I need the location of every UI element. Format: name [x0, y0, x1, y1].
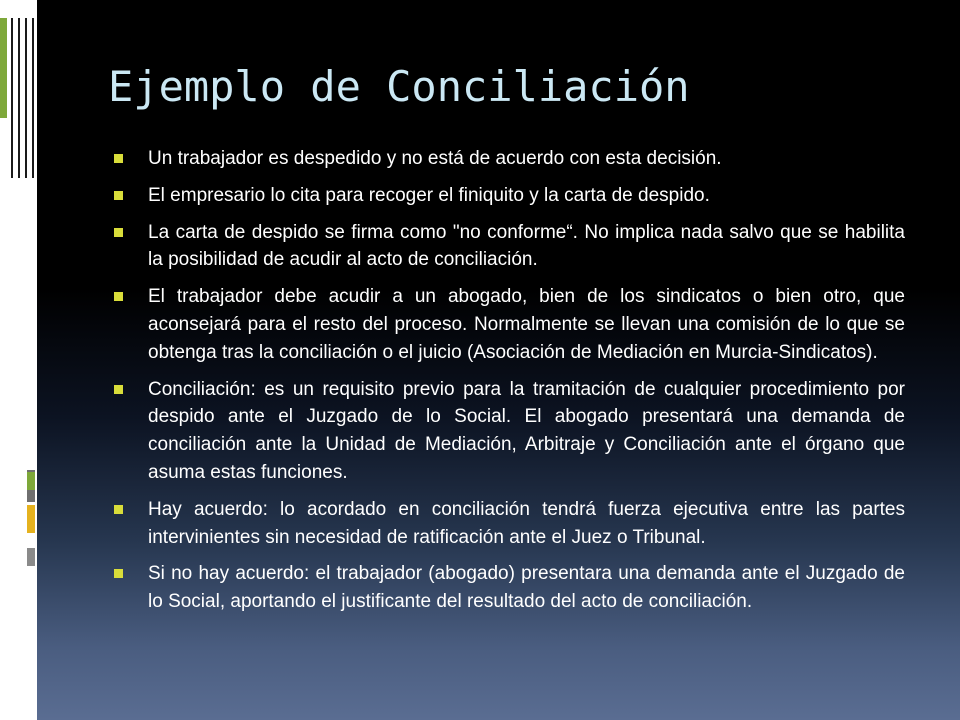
decorative-green-bar — [0, 18, 7, 118]
bullet-item — [110, 496, 905, 552]
bullet-text: Un trabajador es despedido y no está de acuerdo con esta decisión. — [148, 148, 722, 169]
bullet-item — [110, 145, 905, 173]
square-bullet-icon — [114, 191, 123, 200]
square-bullet-icon — [114, 228, 123, 237]
bullet-text: El empresario lo cita para recoger el finiquito y la carta de despido. — [148, 184, 710, 206]
decorative-gray-block — [27, 548, 35, 566]
bullet-item — [110, 283, 905, 366]
bullet-text: Conciliación: es un requisito previo para la tramitación de cualquier procedimiento por despido ante el Juzgado de lo Social. El abogado presentará una demanda de conciliación ante la Unidad de Mediación, Arbitraje y Conciliación ante el órgano que asuma estas funciones. — [148, 378, 905, 483]
bullet-item — [110, 560, 905, 616]
square-bullet-icon — [114, 292, 123, 301]
decorative-green-block — [27, 472, 35, 490]
bullet-text: La carta de despido se firma como "no conforme“. No implica nada salvo que se habilita la posibilidad de acudir al acto de conciliación. — [148, 221, 905, 271]
bullet-text: El trabajador debe acudir a un abogado, bien de los sindicatos o bien otro, que aconsejará para el resto del proceso. Normalmente se llevan una comisión de lo que se obtenga tras la conciliación o el juicio (Asociación de Mediación en Murcia-Sindicatos). — [148, 286, 905, 363]
bullet-item — [110, 182, 905, 210]
bullet-item — [110, 376, 905, 487]
bullet-item — [110, 219, 905, 275]
square-bullet-icon — [114, 569, 123, 578]
bullet-text: Si no hay acuerdo: el trabajador (abogado) presentara una demanda ante el Juzgado de lo Social, aportando el justificante del resultado del acto de conciliación. — [148, 563, 905, 613]
slide-title: Ejemplo de Conciliación — [108, 62, 690, 111]
bullet-text: Hay acuerdo: lo acordado en conciliación tendrá fuerza ejecutiva entre las partes intervinientes sin necesidad de ratificación ante el Juez o Tribunal. — [148, 498, 905, 548]
bullet-list — [110, 145, 905, 625]
square-bullet-icon — [114, 505, 123, 514]
decorative-stripes — [6, 18, 34, 178]
square-bullet-icon — [114, 385, 123, 394]
decorative-yellow-block — [27, 505, 35, 533]
square-bullet-icon — [114, 154, 123, 163]
